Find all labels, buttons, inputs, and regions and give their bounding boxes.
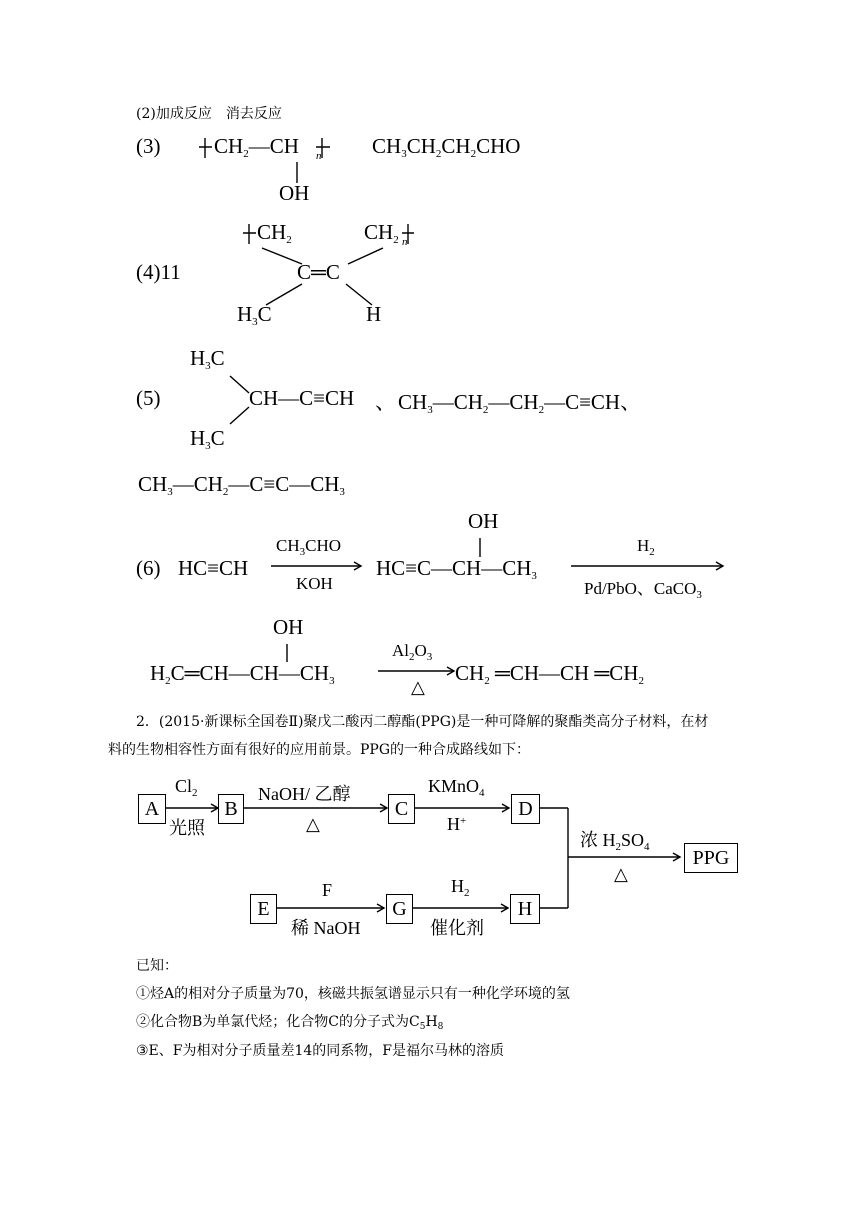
part4-n: n [402,236,408,248]
part6-reagent2-bottom: Pd/PbO、CaCO$_3$ [584,579,702,601]
scheme-gh-top: $H_2$ [451,876,470,899]
question2-intro-line2: 料的生物相容性方面有很好的应用前景。PPG的一种合成路线如下： [108,742,531,758]
part5-label: (5) [136,386,161,410]
scheme-eg-top: F [322,880,333,900]
scheme-box-c: C [388,794,415,824]
scheme-box-b: B [218,794,244,824]
part5-separator: 、 [375,390,396,414]
part4-ch2-left: $CH_2$ [257,220,292,246]
part6-reagent2-top: $H_2$ [637,536,655,558]
part6-product1: $HC\equiv C—CH—CH_3$ [376,556,537,582]
part5-isomer3: $CH_3—CH_2—C\equiv C—CH_3$ [138,472,345,498]
part4-c-eq-c: C═C [297,260,340,284]
scheme-eg-bottom: 稀 NaOH [291,918,361,938]
part6-oh1: OH [468,509,499,533]
scheme-ab-bottom: 光照 [169,818,205,838]
scheme-cd-bottom: H+ [447,814,467,834]
part5-h3c-bottom: $H_3C$ [190,426,225,452]
part2-answer: (2)加成反应 消去反应 [136,106,282,122]
part6-start: HC≡CH [178,556,249,580]
scheme-box-ppg: PPG [684,843,738,873]
known-item-1: ①烃A的相对分子质量为70，核磁共振氢谱显示只有一种化学环境的氢 [136,986,570,1002]
part5-isomer2: $CH_3—CH_2—CH_2—C\equiv CH$、 [398,390,642,416]
part6-product2: $H_2C═CH—CH—CH_3$ [150,661,335,687]
part6-reagent1-top: $CH_3CHO$ [276,536,342,558]
scheme-box-e: E [250,894,277,924]
part6-product3: $CH_2$ ═CH—CH $═CH_2$ [455,661,644,687]
part4-ch2-right: $CH_2$ [364,220,399,246]
part6-reagent3-top: $Al_2O_3$ [392,641,433,663]
scheme-box-h: H [510,894,540,924]
part3-polymer-chain: $CH_2—CH$ [214,134,299,160]
scheme-box-d: D [511,794,540,824]
part4-label: (4)11 [136,260,181,284]
known-item-3: ③E、F为相对分子质量差14的同系物，F是福尔马林的溶质 [136,1043,505,1059]
scheme-ppg-top: 浓 $H_2SO_4$ [580,830,650,853]
scheme-bc-bottom: △ [306,814,320,834]
part5-h3c-top: $H_3C$ [190,346,225,372]
part6-reagent3-bottom: △ [411,677,425,697]
part4-h3c: $H_3C$ [237,302,272,328]
scheme-ab-top: $Cl_2$ [175,776,198,799]
scheme-ppg-bottom: △ [614,864,628,884]
question2-intro-line1: 2．(2015·新课标全国卷Ⅱ)聚戊二酸丙二醇酯(PPG)是一种可降解的聚酯类高分子材料，在材 [136,714,709,730]
part3-n: n [316,150,322,162]
scheme-cd-top: KMnO$_4$ [428,776,485,799]
scheme-gh-bottom: 催化剂 [430,918,484,938]
known-title: 已知： [136,958,178,974]
part6-reagent1-bottom: KOH [296,574,333,593]
known-item-2: ②化合物B为单氯代烃；化合物C的分子式为$C_5H_8$ [136,1014,444,1032]
scheme-bc-top: NaOH/ 乙醇 [258,784,351,804]
part3-oh: OH [279,181,310,205]
part3-aldehyde: $CH_3CH_2CH_2CHO$ [372,134,521,160]
part6-oh2: OH [273,615,304,639]
scheme-box-a: A [138,794,166,824]
part5-isomer1-main: CH—C≡CH [249,386,355,410]
part4-h: H [366,302,382,326]
part3-label: (3) [136,134,161,158]
part6-label: (6) [136,556,161,580]
scheme-box-g: G [386,894,413,924]
